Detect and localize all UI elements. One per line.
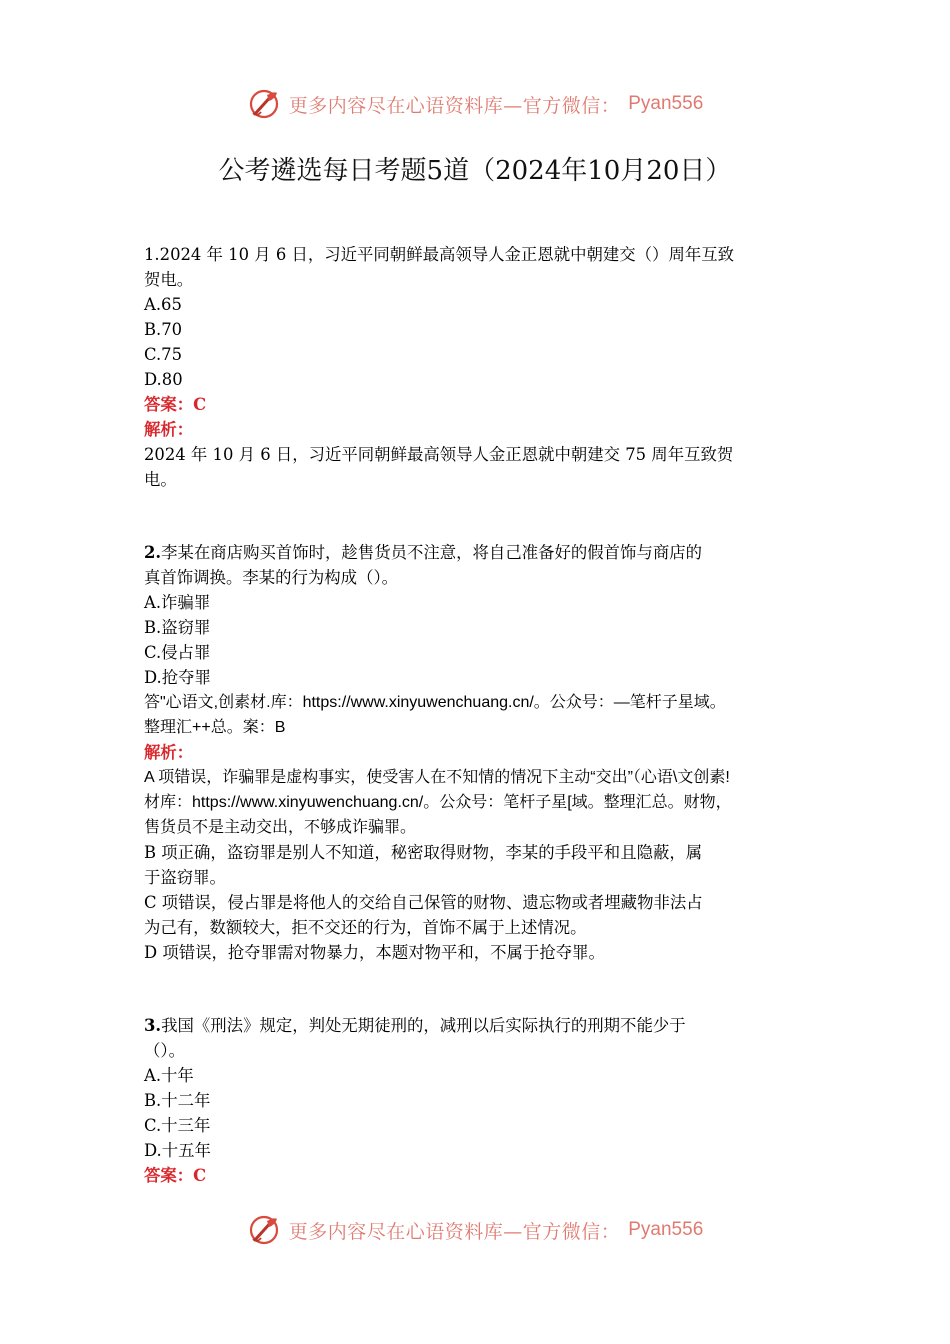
q3-answer: 答案：C [144,1166,207,1185]
banner-wechat-id: Pyan556 [628,1219,704,1240]
q3-stem-text1: 我国《刑法》规定，判处无期徒刑的，减刑以后实际执行的刑期不能少于 [161,1016,686,1035]
q1-analysis-line1: 2024 年 10 月 6 日，习近平同朝鲜最高领导人金正恩就中朝建交 75 周年互致贺 [144,445,734,464]
q1-analysis-label: 解析： [144,420,194,439]
top-banner [0,84,950,124]
q2-analysis-label: 解析： [144,743,194,762]
q2-stem-line1 [144,540,808,565]
q1-option-b: B.70 [144,320,183,339]
q3-stem-line1 [144,1013,808,1038]
quill-pen-logo-icon [247,1213,281,1247]
q1-analysis-line2: 电。 [144,470,177,489]
q2-answer-line1: 答"心语文,创素材.库：https://www.xinyuwenchuang.cn/。公众号：—笔杆子星域。 [144,694,726,711]
q2-option-a: A.诈骗罪 [144,593,211,612]
q2-analysis-b-line2: 于盗窃罪。 [144,868,226,887]
q2-analysis-c-line2: 为己有，数额较大，拒不交还的行为，首饰不属于上述情况。 [144,918,587,937]
q3-option-c: C.十三年 [144,1116,211,1135]
q1-answer: 答案：C [144,395,207,414]
q2-stem-line2: 真首饰调换。李某的行为构成（）。 [144,568,399,587]
q2-analysis-c-line1: C 项错误，侵占罪是将他人的交给自己保管的财物、遗忘物或者埋藏物非法占 [144,893,703,912]
banner-wechat-id: Pyan556 [628,93,704,114]
q2-analysis-a-line1: A 项错误，诈骗罪是虚构事实，使受害人在不知情的情况下主动“交出”（心语\文创素! [144,769,730,786]
q2-stem-text1: 李某在商店购买首饰时，趁售货员不注意，将自己准备好的假首饰与商店的 [161,543,703,562]
q2-option-d: D.抢夺罪 [144,668,211,687]
spacer [144,965,808,1013]
q1-stem-line2: 贺电。 [144,270,194,289]
q1-option-c: C.75 [144,345,183,364]
q1-stem-line1: 1.2024 年 10 月 6 日，习近平同朝鲜最高领导人金正恩就中朝建交（）周年互致 [144,245,735,264]
q1-option-a: A.65 [144,295,182,314]
banner-text: 更多内容尽在心语资料库—官方微信： [288,94,621,117]
q2-analysis-a-line2: 材库：https://www.xinyuwenchuang.cn/。公众号：笔杆子星[域。整理汇总。财物， [144,794,732,811]
q2-analysis-a-line3: 售货员不是主动交出，不够成诈骗罪。 [144,819,417,836]
bottom-banner [0,1210,950,1250]
q2-analysis-d-line1: D 项错误，抢夺罪需对物暴力，本题对物平和，不属于抢夺罪。 [144,943,605,962]
q2-analysis-b-line1: B 项正确，盗窃罪是别人不知道，秘密取得财物，李某的手段平和且隐蔽，属 [144,843,703,862]
q3-option-a: A.十年 [144,1066,194,1085]
q2-number: 2. [144,543,162,562]
q3-stem-line2: （）。 [144,1041,185,1060]
banner-text: 更多内容尽在心语资料库—官方微信： [288,1220,621,1243]
q2-option-c: C.侵占罪 [144,643,211,662]
q3-number: 3. [144,1016,162,1035]
page-title: 公考遴选每日考题5道（2024年10月20日） [218,156,732,186]
q3-option-d: D.十五年 [144,1141,211,1160]
spacer [144,492,808,540]
quill-pen-logo-icon [247,87,281,121]
q2-option-b: B.盗窃罪 [144,618,211,637]
q1-option-d: D.80 [144,370,183,389]
q3-option-b: B.十二年 [144,1091,211,1110]
q2-answer-line2: 整理汇++总。案：B [144,719,286,736]
document-body [144,242,808,1188]
